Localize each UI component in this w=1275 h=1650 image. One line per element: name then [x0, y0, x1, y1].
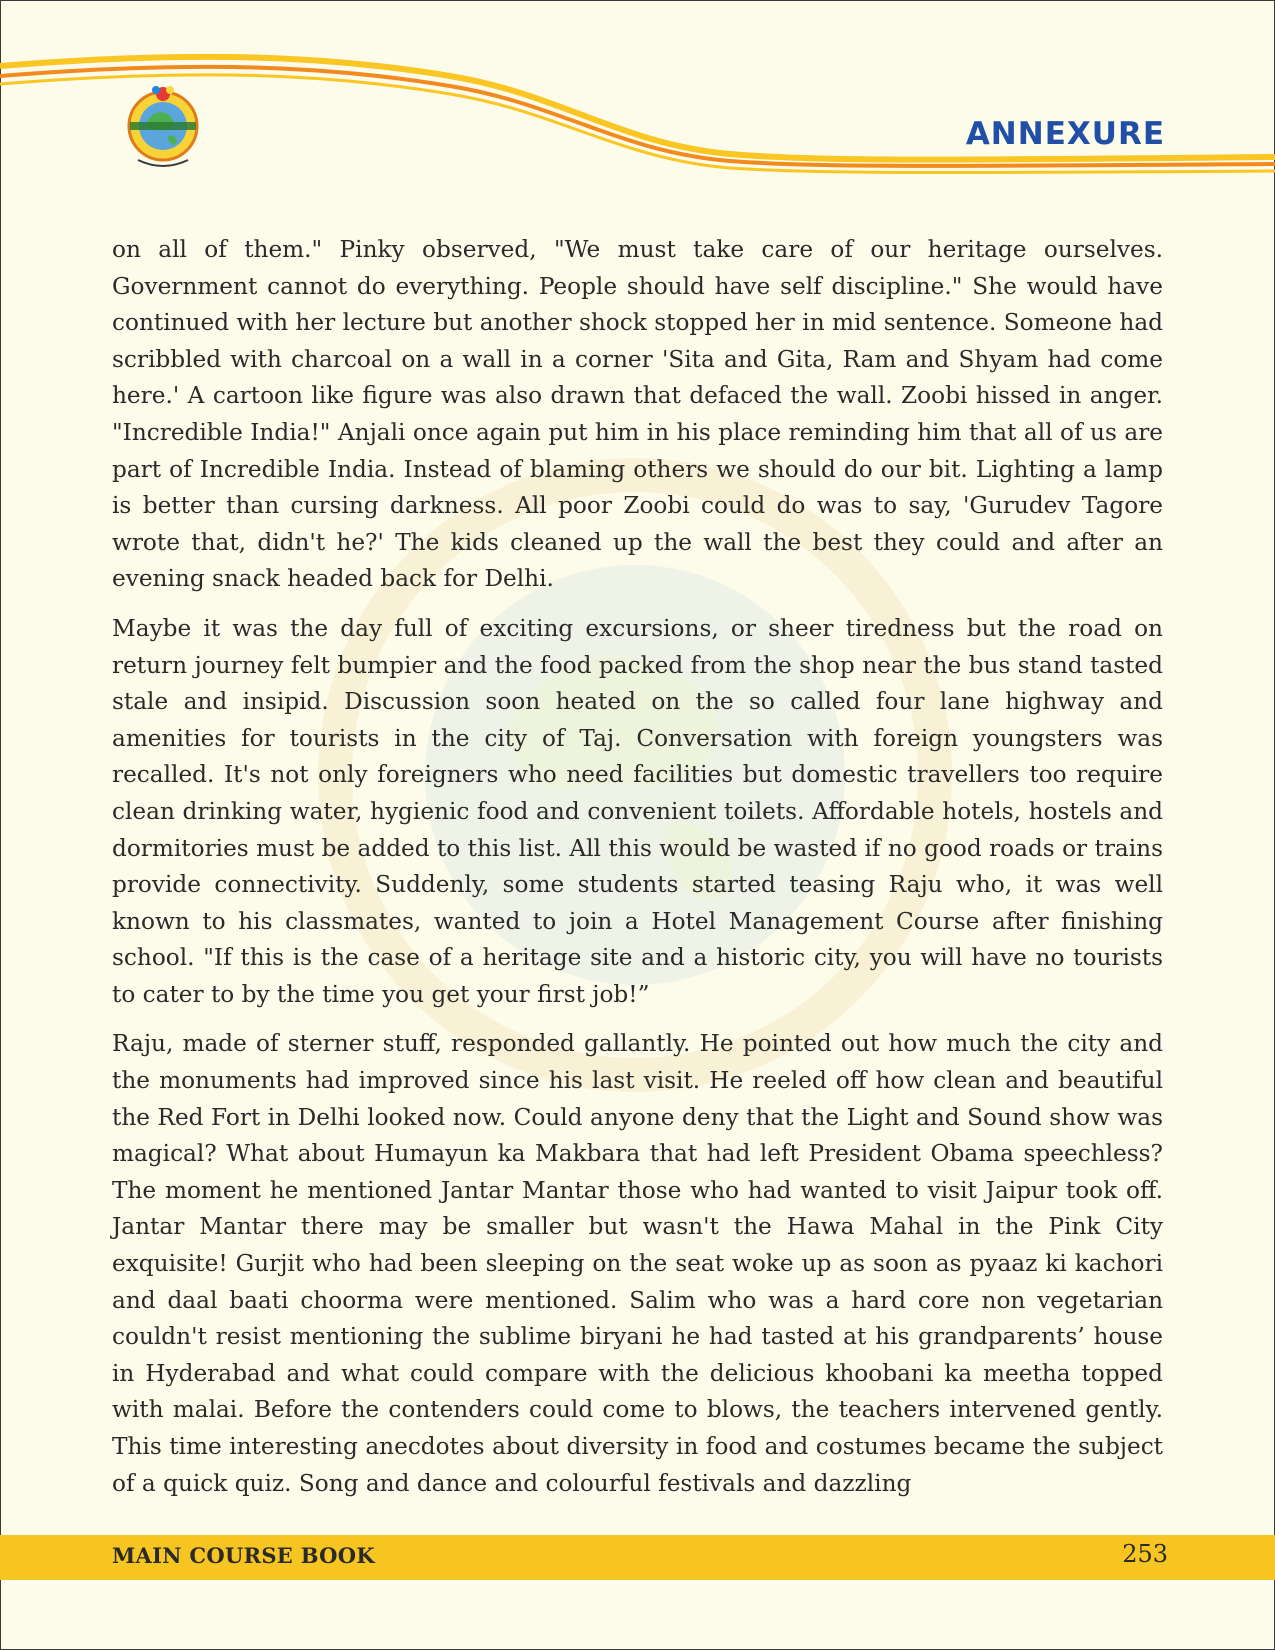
body-text — [112, 232, 1163, 1515]
footer-book-title: MAIN COURSE BOOK — [112, 1543, 375, 1568]
page-number: 253 — [1122, 1540, 1168, 1568]
paragraph-2: Maybe it was the day full of exciting excursions, or sheer tiredness but the road on return journey felt bumpier and the food packed from the shop near the bus stand tasted stale and insipid. Discussion soon heated on the so called four lane highway and amenities for tourists in the city of Taj. Conversation with foreign youngsters was recalled. It's not only foreigners who need facilities but domestic travellers too require clean drinking water, hygienic food and convenient toilets. Affordable hotels, hostels and dormitories must be added to this list. All this would be wasted if no good roads or trains provide connectivity. Suddenly, some students started teasing Raju who, it was well known to his classmates, wanted to join a Hotel Management Course after finishing school. "If this is the case of a heritage site and a historic city, you will have no tourists to cater to by the time you get your first job!” — [112, 614, 1163, 1008]
section-title: ANNEXURE — [965, 116, 1165, 152]
paragraph-1: on all of them." Pinky observed, "We must take care of our heritage ourselves. Government cannot do everything. People should have self discipline." She would have continued with her lecture but another shock stopped her in mid sentence. Someone had scribbled with charcoal on a wall in a corner 'Sita and Gita, Ram and Shyam had come here.' A cartoon like figure was also drawn that defaced the wall. Zoobi hissed in anger. "Incredible India!" Anjali once again put him in his place reminding him that all of us are part of Incredible India. Instead of blaming others we should do our bit. Lighting a lamp is better than cursing darkness. All poor Zoobi could do was to say, 'Gurudev Tagore wrote that, didn't he?' The kids cleaned up the wall the best they could and after an evening snack headed back for Delhi. — [112, 236, 1163, 593]
school-globe-emblem-icon — [118, 80, 208, 180]
paragraph-3: Raju, made of sterner stuff, responded gallantly. He pointed out how much the city and the monuments had improved since his last visit. He reeled off how clean and beautiful the Red Fort in Delhi looked now. Could anyone deny that the Light and Sound show was magical? What about Humayun ka Makbara that had left President Obama speechless? The moment he mentioned Jantar Mantar those who had wanted to visit Jaipur took off. Jantar Mantar there may be smaller but wasn't the Hawa Mahal in the Pink City exquisite! Gurjit who had been sleeping on the seat woke up as soon as pyaaz ki kachori and daal baati choorma were mentioned. Salim who was a hard core non vegetarian couldn't resist mentioning the sublime biryani he had tasted at his grandparents’ house in Hyderabad and what could compare with the delicious khoobani ka meetha topped with malai. Before the contenders could come to blows, the teachers intervened gently. This time interesting anecdotes about diversity in food and costumes became the subject of a quick quiz. Song and dance and colourful festivals and dazzling — [112, 1030, 1163, 1497]
